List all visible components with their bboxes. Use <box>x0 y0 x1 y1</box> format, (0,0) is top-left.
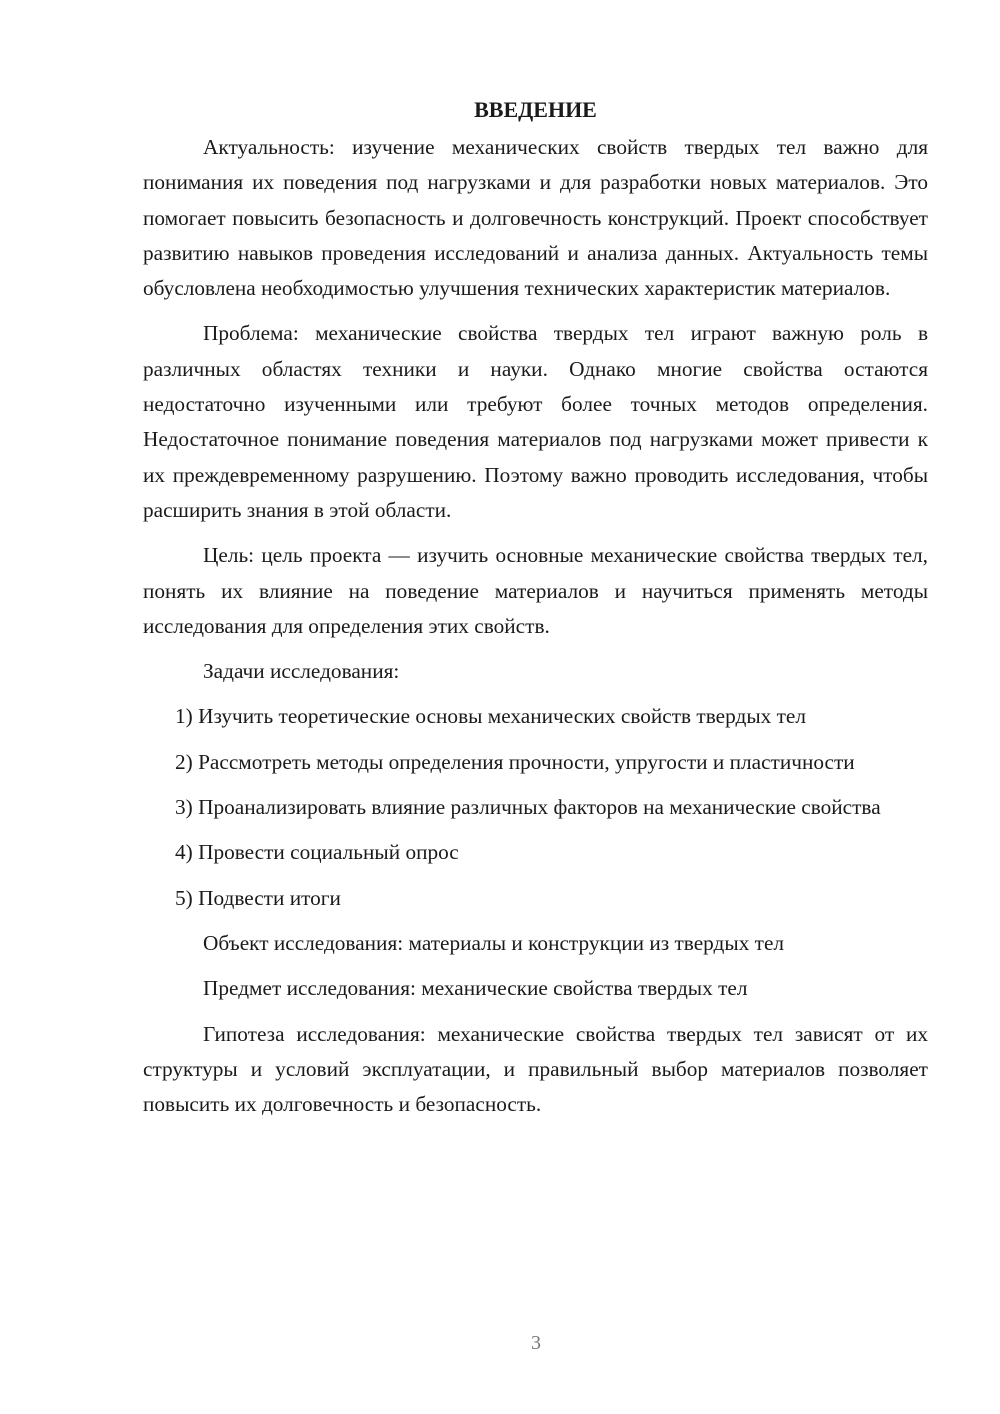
document-body <box>143 92 928 1122</box>
task-item-3: 3) Проанализировать влияние различных факторов на механические свойства <box>175 795 881 820</box>
task-item-4: 4) Провести социальный опрос <box>175 840 459 865</box>
research-subject: Предмет исследования: механические свойства твердых тел <box>203 976 748 1001</box>
paragraph-relevance: Актуальность: изучение механических свойств твердых тел важно для понимания их поведения под нагрузками и для разработки новых материалов. Это помогает повысить безопасность и долговечность конструкций. Проект способствует развитию навыков проведения исследований и анализа данных. Актуальность темы обусловлена необходимостью улучшения технических характеристик материалов. <box>143 135 928 301</box>
task-item-2: 2) Рассмотреть методы определения прочности, упругости и пластичности <box>175 749 855 774</box>
research-hypothesis: Гипотеза исследования: механические свойства твердых тел зависят от их структуры и условий эксплуатации, и правильный выбор материалов позволяет повысить их долговечность и безопасность. <box>143 1021 928 1117</box>
page-number: 3 <box>531 1332 541 1354</box>
research-object: Объект исследования: материалы и конструкции из твердых тел <box>203 930 785 955</box>
paragraph-goal: Цель: цель проекта — изучить основные механические свойства твердых тел, понять их влияние на поведение материалов и научиться применять методы исследования для определения этих свойств. <box>143 543 928 638</box>
paragraph-problem: Проблема: механические свойства твердых тел играют важную роль в различных областях техники и науки. Однако многие свойства остаются недостаточно изученными или требуют более точных методов определения. Недостаточное понимание поведения материалов под нагрузками может привести к их преждевременному разрушению. Поэтому важно проводить исследования, чтобы расширить знания в этой области. <box>143 321 928 522</box>
task-item-1: 1) Изучить теоретические основы механических свойств твердых тел <box>175 704 806 729</box>
tasks-heading: Задачи исследования: <box>203 659 400 684</box>
task-item-5: 5) Подвести итоги <box>175 885 341 910</box>
section-title: ВВЕДЕНИЕ <box>474 97 597 122</box>
